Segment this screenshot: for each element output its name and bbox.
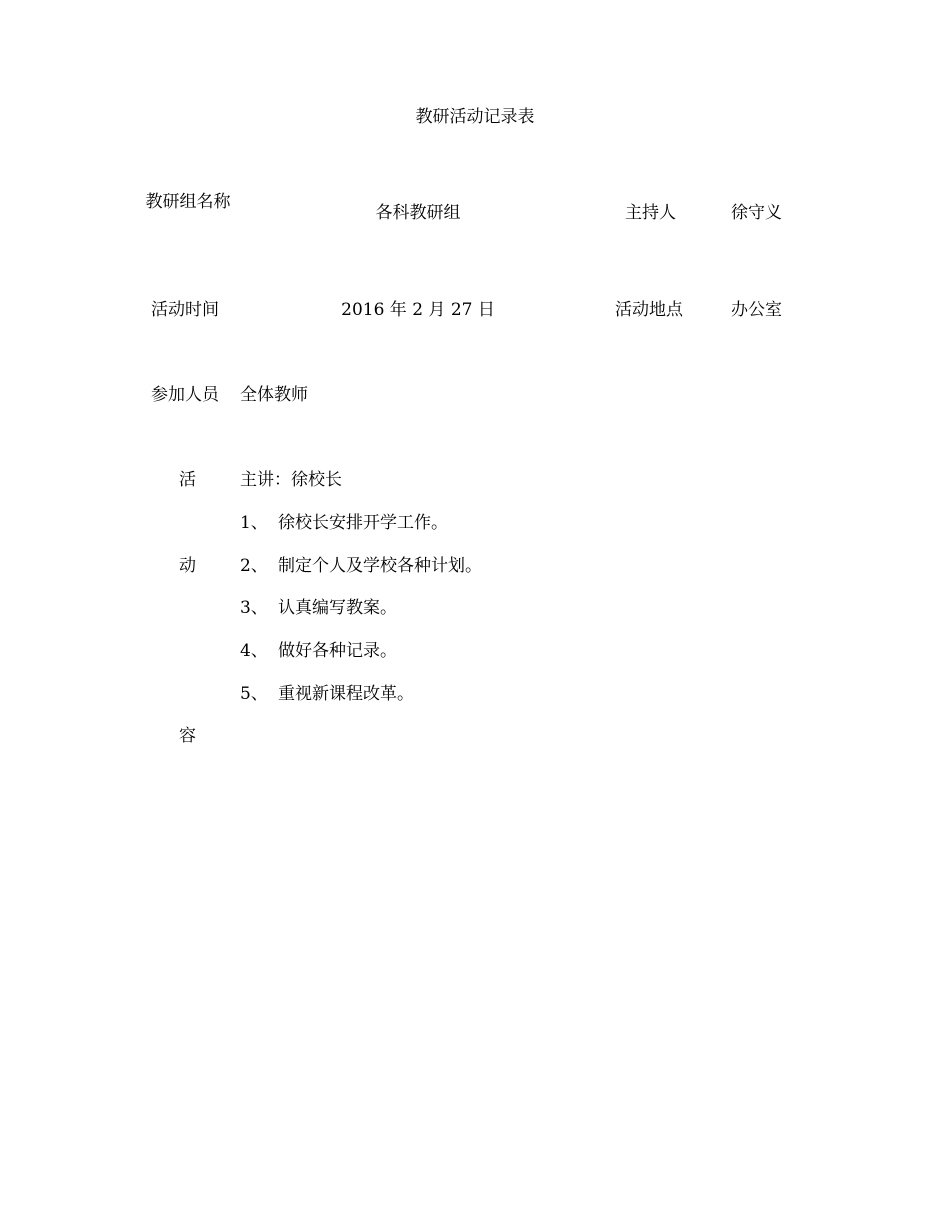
list-item: 重视新课程改革。: [278, 684, 414, 704]
list-item: 徐校长安排开学工作。: [278, 513, 448, 533]
list-item-number: 2、: [240, 556, 268, 576]
list-item: 做好各种记录。: [278, 641, 397, 661]
list-item-number: 4、: [240, 641, 268, 661]
activity-time-value: 2016 年 2 月 27 日: [341, 300, 495, 320]
host-label: 主持人: [625, 203, 676, 223]
speaker-line: 主讲：徐校长: [240, 470, 342, 490]
list-item-number: 3、: [240, 598, 268, 618]
page-title: 教研活动记录表: [415, 107, 535, 127]
participants-label: 参加人员: [151, 385, 219, 405]
activity-time-label: 活动时间: [151, 300, 219, 320]
list-item: 认真编写教案。: [278, 598, 397, 618]
list-item-number: 5、: [240, 684, 268, 704]
content-label-char: 活: [179, 470, 196, 490]
content-label-char: 容: [179, 726, 196, 746]
list-item-number: 1、: [240, 513, 268, 533]
participants-value: 全体教师: [240, 385, 308, 405]
group-name-label: 教研组名称: [145, 192, 231, 212]
activity-place-label: 活动地点: [615, 300, 683, 320]
group-name-value: 各科教研组: [375, 203, 461, 223]
content-label-char: 动: [179, 556, 196, 576]
activity-place-value: 办公室: [731, 300, 782, 320]
list-item: 制定个人及学校各种计划。: [278, 556, 482, 576]
host-value: 徐守义: [731, 203, 782, 223]
